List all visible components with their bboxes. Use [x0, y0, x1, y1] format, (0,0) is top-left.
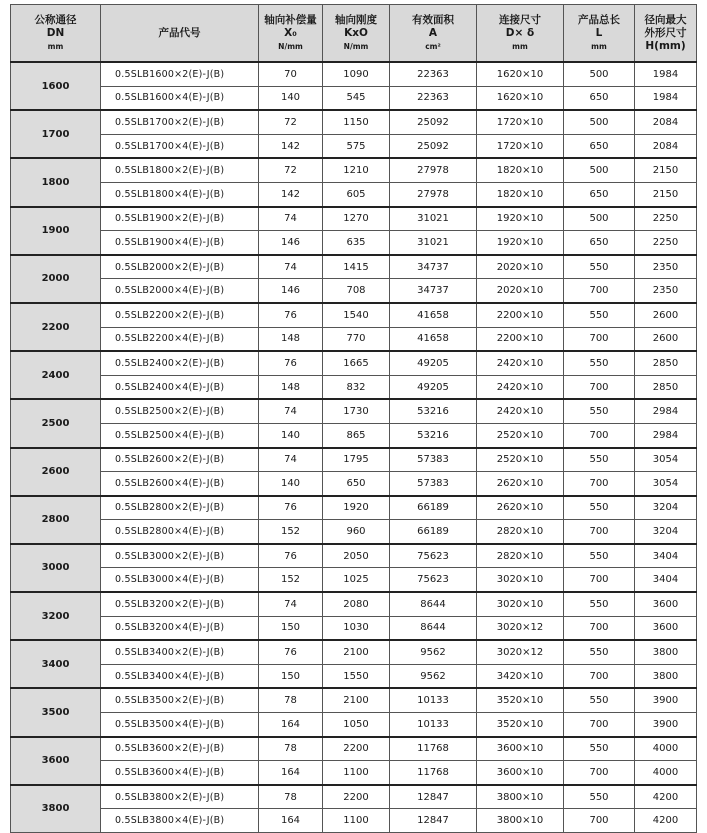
- length-cell: 700: [564, 279, 635, 303]
- stiffness-cell: 2200: [323, 785, 390, 809]
- connection-cell: 3420×10: [477, 664, 564, 688]
- area-cell: 66189: [390, 520, 477, 544]
- area-cell: 75623: [390, 544, 477, 568]
- area-cell: 31021: [390, 231, 477, 255]
- max-diameter-cell: 2850: [635, 351, 697, 375]
- table-row: [11, 399, 697, 423]
- compensation-cell: 150: [259, 616, 323, 640]
- connection-cell: 3020×10: [477, 592, 564, 616]
- area-cell: 57383: [390, 448, 477, 472]
- max-diameter-cell: 2084: [635, 110, 697, 134]
- length-cell: 500: [564, 207, 635, 231]
- table-row: [11, 544, 697, 568]
- stiffness-cell: 1665: [323, 351, 390, 375]
- dn-cell: 3800: [11, 785, 101, 833]
- connection-cell: 1820×10: [477, 158, 564, 182]
- connection-cell: 3520×10: [477, 713, 564, 737]
- table-row: [11, 568, 697, 592]
- length-cell: 550: [564, 544, 635, 568]
- dn-cell: 1600: [11, 62, 101, 110]
- code-cell: 0.5SLB2600×4(E)-J(B): [101, 472, 259, 496]
- max-diameter-cell: 2350: [635, 255, 697, 279]
- length-cell: 550: [564, 496, 635, 520]
- area-cell: 27978: [390, 182, 477, 206]
- length-cell: 700: [564, 423, 635, 447]
- table-row: [11, 809, 697, 833]
- table-row: [11, 520, 697, 544]
- code-cell: 0.5SLB1600×2(E)-J(B): [101, 62, 259, 86]
- connection-cell: 3600×10: [477, 737, 564, 761]
- dn-cell: 2800: [11, 496, 101, 544]
- max-diameter-cell: 2250: [635, 231, 697, 255]
- area-cell: 9562: [390, 664, 477, 688]
- area-cell: 34737: [390, 279, 477, 303]
- dn-cell: 1900: [11, 207, 101, 255]
- max-diameter-cell: 4000: [635, 737, 697, 761]
- stiffness-cell: 1030: [323, 616, 390, 640]
- area-cell: 34737: [390, 255, 477, 279]
- length-cell: 700: [564, 568, 635, 592]
- max-diameter-cell: 2084: [635, 134, 697, 158]
- code-cell: 0.5SLB3500×2(E)-J(B): [101, 688, 259, 712]
- length-cell: 500: [564, 62, 635, 86]
- stiffness-cell: 575: [323, 134, 390, 158]
- area-cell: 27978: [390, 158, 477, 182]
- code-cell: 0.5SLB2800×2(E)-J(B): [101, 496, 259, 520]
- compensation-cell: 140: [259, 472, 323, 496]
- area-cell: 75623: [390, 568, 477, 592]
- stiffness-cell: 1730: [323, 399, 390, 423]
- code-cell: 0.5SLB3500×4(E)-J(B): [101, 713, 259, 737]
- compensation-cell: 78: [259, 688, 323, 712]
- table-row: [11, 351, 697, 375]
- max-diameter-cell: 4200: [635, 809, 697, 833]
- dn-cell: 3500: [11, 688, 101, 736]
- header-stiffness: 轴向刚度 KxO N/mm: [323, 5, 390, 63]
- stiffness-cell: 1210: [323, 158, 390, 182]
- max-diameter-cell: 3600: [635, 616, 697, 640]
- area-cell: 11768: [390, 761, 477, 785]
- length-cell: 550: [564, 785, 635, 809]
- stiffness-cell: 635: [323, 231, 390, 255]
- connection-cell: 1620×10: [477, 86, 564, 110]
- code-cell: 0.5SLB2600×2(E)-J(B): [101, 448, 259, 472]
- area-cell: 53216: [390, 423, 477, 447]
- max-diameter-cell: 2150: [635, 182, 697, 206]
- table-row: [11, 472, 697, 496]
- stiffness-cell: 2100: [323, 640, 390, 664]
- code-cell: 0.5SLB3400×4(E)-J(B): [101, 664, 259, 688]
- dn-cell: 2200: [11, 303, 101, 351]
- max-diameter-cell: 2850: [635, 375, 697, 399]
- length-cell: 550: [564, 640, 635, 664]
- header-code: 产品代号: [101, 5, 259, 63]
- table-row: [11, 207, 697, 231]
- stiffness-cell: 708: [323, 279, 390, 303]
- stiffness-cell: 770: [323, 327, 390, 351]
- connection-cell: 2420×10: [477, 351, 564, 375]
- compensation-cell: 74: [259, 255, 323, 279]
- stiffness-cell: 1795: [323, 448, 390, 472]
- table-row: [11, 327, 697, 351]
- table-row: [11, 688, 697, 712]
- max-diameter-cell: 4200: [635, 785, 697, 809]
- code-cell: 0.5SLB1800×4(E)-J(B): [101, 182, 259, 206]
- area-cell: 66189: [390, 496, 477, 520]
- max-diameter-cell: 4000: [635, 761, 697, 785]
- max-diameter-cell: 3054: [635, 448, 697, 472]
- table-row: [11, 737, 697, 761]
- length-cell: 500: [564, 110, 635, 134]
- compensation-cell: 76: [259, 496, 323, 520]
- max-diameter-cell: 2984: [635, 423, 697, 447]
- area-cell: 53216: [390, 399, 477, 423]
- code-cell: 0.5SLB2500×4(E)-J(B): [101, 423, 259, 447]
- connection-cell: 1720×10: [477, 134, 564, 158]
- area-cell: 41658: [390, 303, 477, 327]
- dn-cell: 2500: [11, 399, 101, 447]
- stiffness-cell: 832: [323, 375, 390, 399]
- table-row: [11, 110, 697, 134]
- stiffness-cell: 2100: [323, 688, 390, 712]
- stiffness-cell: 1550: [323, 664, 390, 688]
- code-cell: 0.5SLB3400×2(E)-J(B): [101, 640, 259, 664]
- compensation-cell: 70: [259, 62, 323, 86]
- area-cell: 57383: [390, 472, 477, 496]
- stiffness-cell: 1150: [323, 110, 390, 134]
- max-diameter-cell: 3204: [635, 496, 697, 520]
- code-cell: 0.5SLB3000×2(E)-J(B): [101, 544, 259, 568]
- max-diameter-cell: 3800: [635, 664, 697, 688]
- code-cell: 0.5SLB2200×4(E)-J(B): [101, 327, 259, 351]
- compensation-cell: 148: [259, 327, 323, 351]
- dn-cell: 3600: [11, 737, 101, 785]
- max-diameter-cell: 2150: [635, 158, 697, 182]
- code-cell: 0.5SLB1900×2(E)-J(B): [101, 207, 259, 231]
- compensation-cell: 74: [259, 448, 323, 472]
- length-cell: 700: [564, 761, 635, 785]
- length-cell: 700: [564, 664, 635, 688]
- code-cell: 0.5SLB3200×4(E)-J(B): [101, 616, 259, 640]
- header-max-diameter: 径向最大 外形尺寸 H(mm): [635, 5, 697, 63]
- connection-cell: 2200×10: [477, 327, 564, 351]
- connection-cell: 3020×12: [477, 640, 564, 664]
- table-header: [11, 5, 697, 63]
- header-length: 产品总长 L mm: [564, 5, 635, 63]
- dn-cell: 2000: [11, 255, 101, 303]
- code-cell: 0.5SLB2000×2(E)-J(B): [101, 255, 259, 279]
- max-diameter-cell: 1984: [635, 86, 697, 110]
- length-cell: 700: [564, 713, 635, 737]
- table-row: [11, 761, 697, 785]
- code-cell: 0.5SLB3600×4(E)-J(B): [101, 761, 259, 785]
- compensation-cell: 78: [259, 737, 323, 761]
- area-cell: 22363: [390, 86, 477, 110]
- table-body: [11, 62, 697, 833]
- max-diameter-cell: 2250: [635, 207, 697, 231]
- header-dn: 公称通径 DN mm: [11, 5, 101, 63]
- max-diameter-cell: 2600: [635, 327, 697, 351]
- table-row: [11, 616, 697, 640]
- max-diameter-cell: 2350: [635, 279, 697, 303]
- code-cell: 0.5SLB2200×2(E)-J(B): [101, 303, 259, 327]
- stiffness-cell: 1270: [323, 207, 390, 231]
- length-cell: 500: [564, 158, 635, 182]
- length-cell: 650: [564, 182, 635, 206]
- compensation-cell: 76: [259, 640, 323, 664]
- code-cell: 0.5SLB3800×4(E)-J(B): [101, 809, 259, 833]
- dn-cell: 3200: [11, 592, 101, 640]
- compensation-cell: 76: [259, 303, 323, 327]
- header-area: 有效面积 A cm²: [390, 5, 477, 63]
- code-cell: 0.5SLB1900×4(E)-J(B): [101, 231, 259, 255]
- header-compensation: 轴向补偿量 X₀ N/mm: [259, 5, 323, 63]
- dn-cell: 2400: [11, 351, 101, 399]
- max-diameter-cell: 1984: [635, 62, 697, 86]
- stiffness-cell: 1415: [323, 255, 390, 279]
- code-cell: 0.5SLB3600×2(E)-J(B): [101, 737, 259, 761]
- compensation-cell: 164: [259, 761, 323, 785]
- stiffness-cell: 1090: [323, 62, 390, 86]
- area-cell: 22363: [390, 62, 477, 86]
- code-cell: 0.5SLB2800×4(E)-J(B): [101, 520, 259, 544]
- connection-cell: 1620×10: [477, 62, 564, 86]
- compensation-cell: 152: [259, 520, 323, 544]
- dn-cell: 3000: [11, 544, 101, 592]
- stiffness-cell: 1050: [323, 713, 390, 737]
- connection-cell: 3520×10: [477, 688, 564, 712]
- area-cell: 10133: [390, 688, 477, 712]
- table-row: [11, 448, 697, 472]
- table-row: [11, 86, 697, 110]
- stiffness-cell: 960: [323, 520, 390, 544]
- table-row: [11, 62, 697, 86]
- table-row: [11, 592, 697, 616]
- length-cell: 700: [564, 375, 635, 399]
- length-cell: 650: [564, 134, 635, 158]
- connection-cell: 2620×10: [477, 472, 564, 496]
- stiffness-cell: 2200: [323, 737, 390, 761]
- table-row: [11, 785, 697, 809]
- compensation-cell: 76: [259, 544, 323, 568]
- table-row: [11, 231, 697, 255]
- compensation-cell: 74: [259, 592, 323, 616]
- area-cell: 41658: [390, 327, 477, 351]
- connection-cell: 2820×10: [477, 520, 564, 544]
- length-cell: 550: [564, 303, 635, 327]
- stiffness-cell: 1100: [323, 809, 390, 833]
- code-cell: 0.5SLB2400×4(E)-J(B): [101, 375, 259, 399]
- table-row: [11, 375, 697, 399]
- code-cell: 0.5SLB2500×2(E)-J(B): [101, 399, 259, 423]
- connection-cell: 2520×10: [477, 448, 564, 472]
- table-row: [11, 640, 697, 664]
- area-cell: 12847: [390, 785, 477, 809]
- max-diameter-cell: 3204: [635, 520, 697, 544]
- code-cell: 0.5SLB2000×4(E)-J(B): [101, 279, 259, 303]
- area-cell: 11768: [390, 737, 477, 761]
- connection-cell: 2820×10: [477, 544, 564, 568]
- area-cell: 10133: [390, 713, 477, 737]
- compensation-cell: 74: [259, 207, 323, 231]
- table-row: [11, 134, 697, 158]
- spec-table: [10, 4, 697, 833]
- table-row: [11, 279, 697, 303]
- area-cell: 25092: [390, 134, 477, 158]
- table-row: [11, 713, 697, 737]
- area-cell: 49205: [390, 375, 477, 399]
- compensation-cell: 76: [259, 351, 323, 375]
- length-cell: 550: [564, 592, 635, 616]
- stiffness-cell: 865: [323, 423, 390, 447]
- length-cell: 700: [564, 327, 635, 351]
- area-cell: 8644: [390, 616, 477, 640]
- table-row: [11, 255, 697, 279]
- dn-cell: 1800: [11, 158, 101, 206]
- compensation-cell: 74: [259, 399, 323, 423]
- dn-cell: 3400: [11, 640, 101, 688]
- dn-cell: 1700: [11, 110, 101, 158]
- connection-cell: 2020×10: [477, 255, 564, 279]
- compensation-cell: 150: [259, 664, 323, 688]
- stiffness-cell: 2050: [323, 544, 390, 568]
- max-diameter-cell: 2600: [635, 303, 697, 327]
- length-cell: 700: [564, 520, 635, 544]
- table-row: [11, 158, 697, 182]
- connection-cell: 2620×10: [477, 496, 564, 520]
- max-diameter-cell: 3800: [635, 640, 697, 664]
- stiffness-cell: 1025: [323, 568, 390, 592]
- max-diameter-cell: 3404: [635, 544, 697, 568]
- compensation-cell: 78: [259, 785, 323, 809]
- compensation-cell: 152: [259, 568, 323, 592]
- area-cell: 9562: [390, 640, 477, 664]
- length-cell: 550: [564, 737, 635, 761]
- length-cell: 550: [564, 688, 635, 712]
- table-row: [11, 496, 697, 520]
- compensation-cell: 142: [259, 182, 323, 206]
- compensation-cell: 146: [259, 231, 323, 255]
- length-cell: 700: [564, 472, 635, 496]
- connection-cell: 3020×10: [477, 568, 564, 592]
- stiffness-cell: 605: [323, 182, 390, 206]
- area-cell: 31021: [390, 207, 477, 231]
- table-row: [11, 303, 697, 327]
- compensation-cell: 142: [259, 134, 323, 158]
- max-diameter-cell: 3054: [635, 472, 697, 496]
- compensation-cell: 164: [259, 809, 323, 833]
- code-cell: 0.5SLB2400×2(E)-J(B): [101, 351, 259, 375]
- area-cell: 8644: [390, 592, 477, 616]
- code-cell: 0.5SLB3800×2(E)-J(B): [101, 785, 259, 809]
- connection-cell: 1920×10: [477, 231, 564, 255]
- connection-cell: 3600×10: [477, 761, 564, 785]
- table-row: [11, 664, 697, 688]
- length-cell: 550: [564, 448, 635, 472]
- length-cell: 700: [564, 616, 635, 640]
- stiffness-cell: 2080: [323, 592, 390, 616]
- length-cell: 650: [564, 231, 635, 255]
- length-cell: 550: [564, 255, 635, 279]
- max-diameter-cell: 2984: [635, 399, 697, 423]
- max-diameter-cell: 3900: [635, 688, 697, 712]
- connection-cell: 1920×10: [477, 207, 564, 231]
- length-cell: 700: [564, 809, 635, 833]
- stiffness-cell: 650: [323, 472, 390, 496]
- connection-cell: 2520×10: [477, 423, 564, 447]
- compensation-cell: 140: [259, 86, 323, 110]
- length-cell: 550: [564, 399, 635, 423]
- compensation-cell: 164: [259, 713, 323, 737]
- connection-cell: 3800×10: [477, 785, 564, 809]
- compensation-cell: 148: [259, 375, 323, 399]
- connection-cell: 2200×10: [477, 303, 564, 327]
- code-cell: 0.5SLB1800×2(E)-J(B): [101, 158, 259, 182]
- compensation-cell: 72: [259, 158, 323, 182]
- connection-cell: 3020×12: [477, 616, 564, 640]
- table-row: [11, 182, 697, 206]
- code-cell: 0.5SLB3200×2(E)-J(B): [101, 592, 259, 616]
- length-cell: 550: [564, 351, 635, 375]
- stiffness-cell: 545: [323, 86, 390, 110]
- compensation-cell: 140: [259, 423, 323, 447]
- compensation-cell: 72: [259, 110, 323, 134]
- dn-cell: 2600: [11, 448, 101, 496]
- compensation-cell: 146: [259, 279, 323, 303]
- table-row: [11, 423, 697, 447]
- code-cell: 0.5SLB1700×2(E)-J(B): [101, 110, 259, 134]
- connection-cell: 1820×10: [477, 182, 564, 206]
- max-diameter-cell: 3404: [635, 568, 697, 592]
- connection-cell: 2020×10: [477, 279, 564, 303]
- max-diameter-cell: 3900: [635, 713, 697, 737]
- code-cell: 0.5SLB1700×4(E)-J(B): [101, 134, 259, 158]
- connection-cell: 3800×10: [477, 809, 564, 833]
- length-cell: 650: [564, 86, 635, 110]
- area-cell: 12847: [390, 809, 477, 833]
- area-cell: 49205: [390, 351, 477, 375]
- max-diameter-cell: 3600: [635, 592, 697, 616]
- connection-cell: 2420×10: [477, 375, 564, 399]
- area-cell: 25092: [390, 110, 477, 134]
- code-cell: 0.5SLB3000×4(E)-J(B): [101, 568, 259, 592]
- stiffness-cell: 1100: [323, 761, 390, 785]
- code-cell: 0.5SLB1600×4(E)-J(B): [101, 86, 259, 110]
- connection-cell: 1720×10: [477, 110, 564, 134]
- connection-cell: 2420×10: [477, 399, 564, 423]
- stiffness-cell: 1920: [323, 496, 390, 520]
- header-connection: 连接尺寸 D× δ mm: [477, 5, 564, 63]
- stiffness-cell: 1540: [323, 303, 390, 327]
